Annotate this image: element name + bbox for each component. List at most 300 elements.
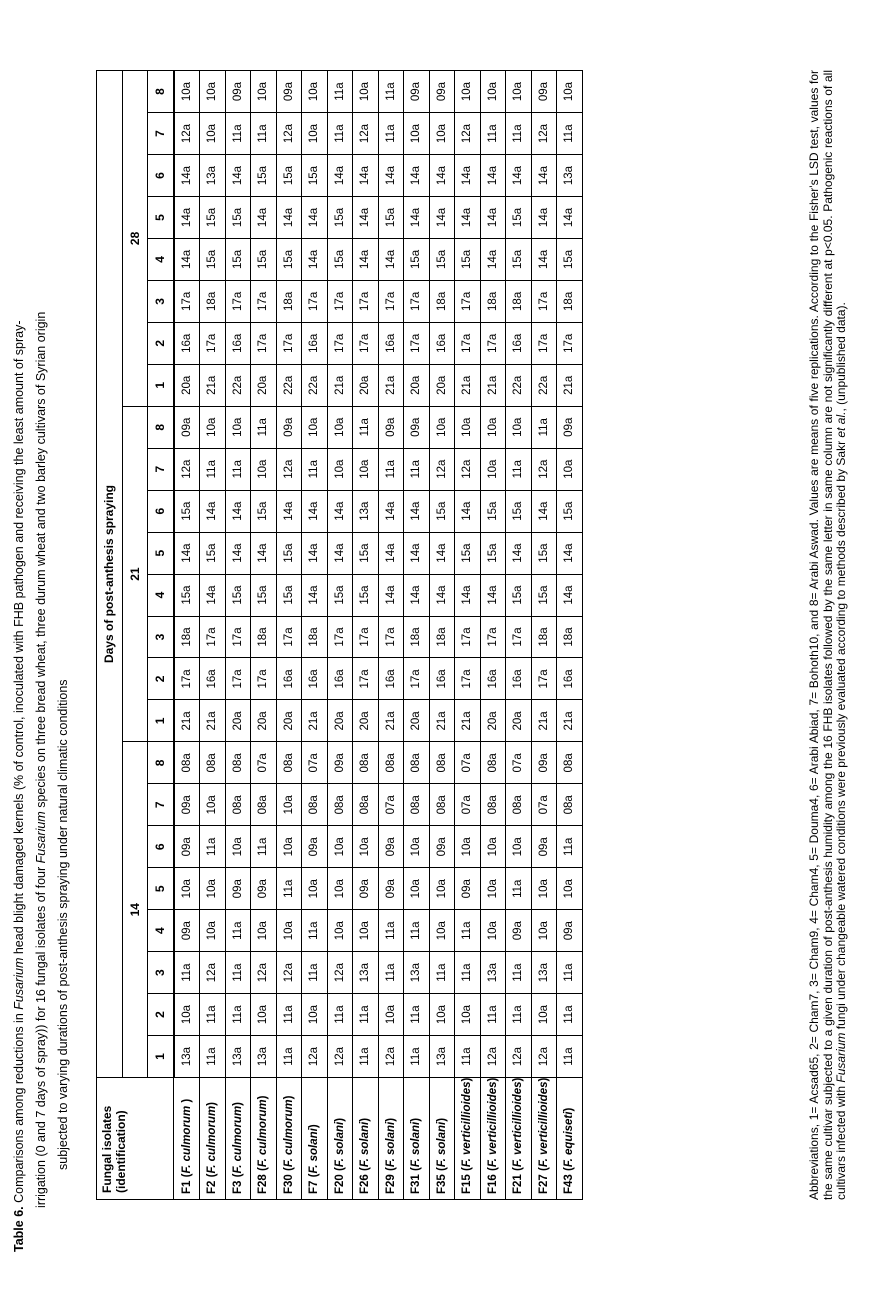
value-cell: 15a [480, 532, 506, 574]
value-cell: 21a [429, 700, 455, 742]
value-cell: 09a [174, 784, 200, 826]
value-cell: 12a [378, 1036, 404, 1078]
value-cell: 08a [557, 742, 583, 784]
value-cell: 14a [378, 532, 404, 574]
value-cell: 14a [429, 155, 455, 197]
table-row [429, 71, 455, 1200]
value-cell: 18a [557, 280, 583, 322]
value-cell: 11a [557, 952, 583, 994]
isolate-name: F30 (F. culmorum) [276, 1078, 302, 1200]
value-cell: 09a [557, 910, 583, 952]
value-cell: 15a [251, 574, 277, 616]
value-cell: 15a [200, 532, 226, 574]
value-cell: 10a [200, 406, 226, 448]
value-cell: 14a [302, 574, 328, 616]
value-cell: 12a [531, 1036, 557, 1078]
value-cell: 20a [174, 364, 200, 406]
value-cell: 11a [404, 994, 430, 1036]
value-cell: 09a [327, 742, 353, 784]
value-cell: 14a [557, 532, 583, 574]
value-cell: 11a [429, 952, 455, 994]
value-cell: 16a [429, 322, 455, 364]
value-cell: 11a [200, 994, 226, 1036]
value-cell: 10a [276, 826, 302, 868]
value-cell: 15a [506, 238, 532, 280]
value-cell: 15a [200, 196, 226, 238]
value-cell: 16a [378, 322, 404, 364]
value-cell: 09a [276, 71, 302, 113]
value-cell: 20a [276, 700, 302, 742]
value-cell: 10a [404, 868, 430, 910]
value-cell: 10a [353, 826, 379, 868]
caption-line-2: irrigation (0 and 7 days of spray)) for 16 fungal isolates of four Fusarium species on three bread wheat, three durum wheat and two barley cultivars of Syrian origin [34, 311, 48, 1208]
value-cell: 15a [506, 574, 532, 616]
value-cell: 12a [455, 113, 481, 155]
cultivar-number-header: 2 [148, 994, 174, 1036]
value-cell: 15a [327, 196, 353, 238]
value-cell: 11a [455, 1036, 481, 1078]
value-cell: 11a [404, 448, 430, 490]
table-row [327, 71, 353, 1200]
value-cell: 09a [378, 868, 404, 910]
value-cell: 08a [200, 742, 226, 784]
value-cell: 11a [404, 910, 430, 952]
cultivar-number-header: 3 [148, 616, 174, 658]
value-cell: 15a [302, 155, 328, 197]
value-cell: 11a [276, 868, 302, 910]
table-row [174, 71, 200, 1200]
value-cell: 11a [174, 952, 200, 994]
value-cell: 11a [480, 113, 506, 155]
cultivar-number-header: 5 [148, 196, 174, 238]
value-cell: 10a [327, 826, 353, 868]
value-cell: 11a [404, 1036, 430, 1078]
value-cell: 21a [327, 364, 353, 406]
table-body [174, 71, 583, 1200]
value-cell: 14a [251, 196, 277, 238]
value-cell: 22a [302, 364, 328, 406]
value-cell: 14a [174, 196, 200, 238]
value-cell: 17a [531, 322, 557, 364]
value-cell: 14a [225, 155, 251, 197]
value-cell: 14a [353, 155, 379, 197]
value-cell: 15a [174, 574, 200, 616]
value-cell: 17a [455, 280, 481, 322]
value-cell: 09a [404, 406, 430, 448]
value-cell: 16a [327, 658, 353, 700]
cultivar-number-header: 2 [148, 658, 174, 700]
value-cell: 17a [480, 616, 506, 658]
value-cell: 17a [455, 616, 481, 658]
table-row [455, 71, 481, 1200]
group-header-28: 28 [122, 71, 148, 407]
cultivar-number-header: 5 [148, 868, 174, 910]
value-cell: 14a [404, 490, 430, 532]
value-cell: 14a [353, 196, 379, 238]
value-cell: 10a [455, 406, 481, 448]
value-cell: 11a [251, 826, 277, 868]
value-cell: 10a [531, 910, 557, 952]
cultivar-number-header: 4 [148, 574, 174, 616]
value-cell: 10a [429, 994, 455, 1036]
value-cell: 20a [353, 364, 379, 406]
value-cell: 15a [353, 532, 379, 574]
value-cell: 17a [225, 616, 251, 658]
value-cell: 13a [353, 952, 379, 994]
value-cell: 11a [506, 448, 532, 490]
value-cell: 14a [404, 196, 430, 238]
value-cell: 14a [174, 238, 200, 280]
value-cell: 10a [506, 406, 532, 448]
value-cell: 10a [480, 826, 506, 868]
value-cell: 12a [327, 1036, 353, 1078]
value-cell: 09a [429, 71, 455, 113]
value-cell: 08a [506, 784, 532, 826]
value-cell: 14a [455, 490, 481, 532]
isolate-name: F29 (F. solani) [378, 1078, 404, 1200]
value-cell: 10a [200, 868, 226, 910]
value-cell: 10a [557, 868, 583, 910]
value-cell: 17a [531, 658, 557, 700]
value-cell: 20a [506, 700, 532, 742]
value-cell: 14a [480, 238, 506, 280]
value-cell: 10a [429, 868, 455, 910]
value-cell: 16a [302, 658, 328, 700]
value-cell: 14a [557, 196, 583, 238]
value-cell: 14a [378, 238, 404, 280]
value-cell: 17a [353, 322, 379, 364]
value-cell: 10a [174, 71, 200, 113]
value-cell: 12a [327, 952, 353, 994]
value-cell: 17a [327, 616, 353, 658]
value-cell: 12a [429, 448, 455, 490]
value-cell: 10a [251, 448, 277, 490]
isolates-header: Fungal isolates (identification) [97, 1078, 174, 1200]
value-cell: 20a [480, 700, 506, 742]
value-cell: 15a [327, 238, 353, 280]
value-cell: 14a [404, 155, 430, 197]
table-row [251, 71, 277, 1200]
value-cell: 10a [302, 868, 328, 910]
value-cell: 13a [429, 1036, 455, 1078]
value-cell: 10a [327, 448, 353, 490]
value-cell: 11a [378, 910, 404, 952]
value-cell: 13a [251, 1036, 277, 1078]
value-cell: 17a [276, 322, 302, 364]
cultivar-number-header: 5 [148, 532, 174, 574]
isolate-name: F21 (F. verticillioides) [506, 1078, 532, 1200]
value-cell: 20a [404, 364, 430, 406]
isolate-name: F20 (F. solani) [327, 1078, 353, 1200]
value-cell: 16a [506, 322, 532, 364]
value-cell: 14a [251, 532, 277, 574]
value-cell: 17a [455, 658, 481, 700]
table-caption [8, 72, 74, 1252]
value-cell: 11a [506, 113, 532, 155]
cultivar-number-header: 6 [148, 155, 174, 197]
value-cell: 11a [225, 994, 251, 1036]
value-cell: 16a [506, 658, 532, 700]
value-cell: 15a [327, 574, 353, 616]
caption-line-1: Table 6. Comparisons among reductions in Fusarium head blight damaged kernels (% of control, inoculated with FHB pathogen and receiving the least amount of spray- [12, 320, 26, 1252]
value-cell: 14a [225, 532, 251, 574]
value-cell: 14a [531, 490, 557, 532]
value-cell: 16a [557, 658, 583, 700]
value-cell: 17a [404, 280, 430, 322]
value-cell: 21a [174, 700, 200, 742]
value-cell: 09a [378, 406, 404, 448]
table-row [480, 71, 506, 1200]
value-cell: 12a [200, 952, 226, 994]
isolate-name: F28 (F. culmorum) [251, 1078, 277, 1200]
value-cell: 14a [480, 574, 506, 616]
value-cell: 21a [200, 364, 226, 406]
value-cell: 18a [251, 616, 277, 658]
value-cell: 12a [251, 952, 277, 994]
value-cell: 18a [302, 616, 328, 658]
value-cell: 10a [429, 113, 455, 155]
group-header-row [122, 71, 148, 1200]
value-cell: 17a [353, 658, 379, 700]
value-cell: 10a [480, 868, 506, 910]
value-cell: 14a [276, 490, 302, 532]
table-row [353, 71, 379, 1200]
value-cell: 11a [251, 406, 277, 448]
value-cell: 11a [506, 952, 532, 994]
isolate-name: F31 (F. solani) [404, 1078, 430, 1200]
value-cell: 17a [378, 280, 404, 322]
value-cell: 07a [378, 784, 404, 826]
value-cell: 18a [506, 280, 532, 322]
value-cell: 14a [455, 196, 481, 238]
value-cell: 11a [302, 448, 328, 490]
value-cell: 11a [353, 994, 379, 1036]
value-cell: 15a [506, 490, 532, 532]
value-cell: 08a [429, 784, 455, 826]
value-cell: 15a [429, 490, 455, 532]
value-cell: 10a [429, 910, 455, 952]
value-cell: 09a [557, 406, 583, 448]
value-cell: 12a [353, 113, 379, 155]
value-cell: 11a [225, 448, 251, 490]
value-cell: 10a [200, 910, 226, 952]
cultivar-number-header: 4 [148, 910, 174, 952]
value-cell: 12a [531, 113, 557, 155]
value-cell: 10a [531, 994, 557, 1036]
value-cell: 08a [174, 742, 200, 784]
value-cell: 13a [480, 952, 506, 994]
value-cell: 12a [276, 113, 302, 155]
value-cell: 12a [506, 1036, 532, 1078]
value-cell: 08a [276, 742, 302, 784]
value-cell: 18a [429, 616, 455, 658]
value-cell: 17a [506, 616, 532, 658]
value-cell: 12a [174, 448, 200, 490]
value-cell: 21a [531, 700, 557, 742]
value-cell: 20a [429, 364, 455, 406]
value-cell: 09a [455, 868, 481, 910]
value-cell: 09a [225, 868, 251, 910]
value-cell: 10a [302, 406, 328, 448]
value-cell: 10a [455, 71, 481, 113]
value-cell: 14a [506, 532, 532, 574]
value-cell: 16a [225, 322, 251, 364]
value-cell: 10a [404, 826, 430, 868]
cultivar-number-header: 7 [148, 784, 174, 826]
value-cell: 08a [404, 784, 430, 826]
value-cell: 14a [429, 196, 455, 238]
value-cell: 10a [378, 994, 404, 1036]
value-cell: 15a [557, 490, 583, 532]
value-cell: 20a [251, 700, 277, 742]
value-cell: 15a [404, 238, 430, 280]
value-cell: 14a [378, 490, 404, 532]
value-cell: 15a [506, 196, 532, 238]
cultivar-number-header: 6 [148, 826, 174, 868]
cultivar-number-header: 2 [148, 322, 174, 364]
value-cell: 17a [480, 322, 506, 364]
value-cell: 07a [531, 784, 557, 826]
value-cell: 15a [225, 574, 251, 616]
value-cell: 11a [455, 910, 481, 952]
value-cell: 08a [251, 784, 277, 826]
value-cell: 14a [174, 155, 200, 197]
value-cell: 17a [251, 322, 277, 364]
value-cell: 14a [531, 155, 557, 197]
value-cell: 10a [531, 868, 557, 910]
value-cell: 10a [455, 994, 481, 1036]
value-cell: 10a [174, 868, 200, 910]
value-cell: 11a [200, 448, 226, 490]
cultivar-number-header: 4 [148, 238, 174, 280]
value-cell: 10a [404, 113, 430, 155]
value-cell: 11a [557, 994, 583, 1036]
value-cell: 17a [404, 322, 430, 364]
value-cell: 13a [200, 155, 226, 197]
value-cell: 15a [531, 532, 557, 574]
isolate-name: F27 (F. verticillioides) [531, 1078, 557, 1200]
cultivar-number-header: 8 [148, 742, 174, 784]
value-cell: 08a [302, 784, 328, 826]
value-cell: 15a [225, 196, 251, 238]
value-cell: 11a [302, 952, 328, 994]
value-cell: 14a [327, 490, 353, 532]
value-cell: 17a [455, 322, 481, 364]
value-cell: 11a [557, 1036, 583, 1078]
cultivar-number-header: 1 [148, 364, 174, 406]
value-cell: 17a [200, 322, 226, 364]
value-cell: 10a [276, 784, 302, 826]
value-cell: 15a [480, 490, 506, 532]
value-cell: 13a [404, 952, 430, 994]
value-cell: 10a [174, 994, 200, 1036]
value-cell: 11a [506, 994, 532, 1036]
value-cell: 14a [327, 155, 353, 197]
value-cell: 21a [378, 700, 404, 742]
value-cell: 12a [480, 1036, 506, 1078]
value-cell: 07a [455, 742, 481, 784]
value-cell: 14a [302, 196, 328, 238]
table-row [506, 71, 532, 1200]
value-cell: 12a [276, 448, 302, 490]
value-cell: 21a [480, 364, 506, 406]
value-cell: 17a [174, 280, 200, 322]
value-cell: 13a [225, 1036, 251, 1078]
value-cell: 10a [353, 448, 379, 490]
value-cell: 20a [353, 700, 379, 742]
value-cell: 17a [200, 616, 226, 658]
value-cell: 13a [174, 1036, 200, 1078]
value-cell: 21a [557, 700, 583, 742]
value-cell: 08a [327, 784, 353, 826]
value-cell: 09a [174, 826, 200, 868]
table-row [531, 71, 557, 1200]
value-cell: 21a [378, 364, 404, 406]
value-cell: 17a [557, 322, 583, 364]
value-cell: 20a [404, 700, 430, 742]
value-cell: 08a [404, 742, 430, 784]
value-cell: 18a [531, 616, 557, 658]
group-header-14: 14 [122, 742, 148, 1078]
value-cell: 14a [378, 155, 404, 197]
value-cell: 17a [302, 280, 328, 322]
value-cell: 08a [480, 784, 506, 826]
cultivar-number-header: 8 [148, 406, 174, 448]
isolate-name: F1 (F. culmorum ) [174, 1078, 200, 1200]
value-cell: 11a [225, 910, 251, 952]
table-label: Table 6. [12, 1206, 26, 1252]
value-cell: 15a [174, 490, 200, 532]
value-cell: 11a [302, 910, 328, 952]
value-cell: 21a [455, 700, 481, 742]
cultivar-number-header: 7 [148, 113, 174, 155]
value-cell: 14a [531, 238, 557, 280]
value-cell: 13a [557, 155, 583, 197]
value-cell: 14a [276, 196, 302, 238]
value-cell: 12a [531, 448, 557, 490]
value-cell: 14a [455, 155, 481, 197]
value-cell: 15a [353, 574, 379, 616]
isolate-name: F2 (F. culmorum) [200, 1078, 226, 1200]
value-cell: 11a [327, 71, 353, 113]
cultivar-number-header: 8 [148, 71, 174, 113]
value-cell: 21a [200, 700, 226, 742]
value-cell: 22a [276, 364, 302, 406]
results-table [96, 70, 583, 1200]
value-cell: 16a [276, 658, 302, 700]
value-cell: 15a [557, 238, 583, 280]
value-cell: 09a [429, 826, 455, 868]
value-cell: 11a [506, 868, 532, 910]
value-cell: 11a [378, 952, 404, 994]
value-cell: 18a [174, 616, 200, 658]
table-row [276, 71, 302, 1200]
isolate-name: F26 (F. solani) [353, 1078, 379, 1200]
value-cell: 08a [225, 784, 251, 826]
value-cell: 11a [557, 113, 583, 155]
value-cell: 10a [557, 448, 583, 490]
isolate-name: F16 (F. verticillioides) [480, 1078, 506, 1200]
value-cell: 10a [302, 71, 328, 113]
value-cell: 11a [225, 952, 251, 994]
value-cell: 15a [225, 238, 251, 280]
table-row [557, 71, 583, 1200]
value-cell: 11a [455, 952, 481, 994]
value-cell: 17a [174, 658, 200, 700]
value-cell: 08a [557, 784, 583, 826]
cultivar-number-header: 3 [148, 952, 174, 994]
value-cell: 11a [327, 994, 353, 1036]
